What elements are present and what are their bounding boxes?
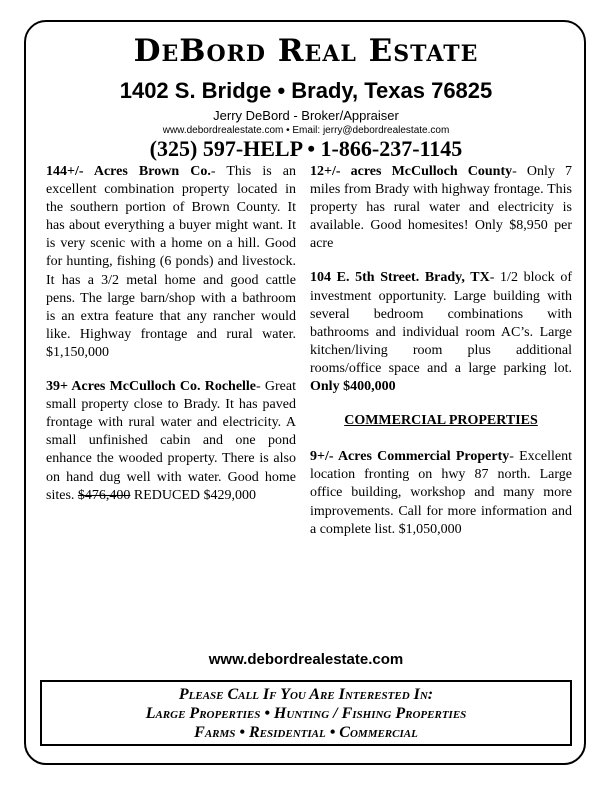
listing-heading: 144+/- Acres Brown Co. xyxy=(46,164,211,179)
listing-body: - 1/2 block of investment opportunity. Large building with several bedroom combinations with bathrooms and individual room AC’s. Large kitchen/living room plus additional rooms/office space and a large parking lot. xyxy=(310,270,572,376)
listing-5th-street xyxy=(310,269,572,396)
listing-heading: 9+/- Acres Commercial Property xyxy=(310,449,510,465)
office-address: 1402 S. Bridge • Brady, Texas 76825 xyxy=(119,78,493,103)
listing-brown-county xyxy=(46,163,296,362)
company-name: DeBord Real Estate xyxy=(133,33,479,69)
interest-line-properties: Large Properties • Hunting / Fishing Properties xyxy=(145,705,467,722)
broker-name: Jerry DeBord - Broker/Appraiser xyxy=(213,108,399,123)
listing-body: - Great small property close to Brady. It has paved frontage with rural water and electricity. A small unfinished cabin and one pond enhance the wooded property. There is also on hand dug well with water. Good home sites. xyxy=(46,379,296,503)
listing-heading: 39+ Acres McCulloch Co. Rochelle xyxy=(46,379,257,395)
old-price: $476,400 xyxy=(77,487,131,503)
phone-numbers: (325) 597-HELP • 1-866-237-1145 xyxy=(149,136,463,161)
interest-box xyxy=(40,680,572,746)
listing-mcculloch-12-acres xyxy=(310,163,572,253)
interest-heading: Please Call If You Are Interested In: xyxy=(178,686,434,703)
listing-body: - This is an excellent combination property located in the southern portion of Brown County. It has about everything a buyer might want. It is very scenic with a home on a hill. Good for hunting, fishing (6 ponds) and livestock. It has a 3/2 metal home and good cattle pens. The large barn/shop with a bathroom is an extra feature that any rancher would like. Highway frontage and rural water. $1,150,000 xyxy=(46,164,296,360)
reduced-price: REDUCED $429,000 xyxy=(130,487,257,503)
listing-rochelle xyxy=(46,378,296,505)
listing-body: - Excellent location fronting on hwy 87 north. Large office building, workshop and many more improvements. Call for more information and a complete list. $1,050,000 xyxy=(310,449,572,537)
listing-body: - Only 7 miles from Brady with highway frontage. This property has rural water and electricity is available. Good homesites! Only $8,950 per acre xyxy=(310,164,572,252)
website-link[interactable]: www.debordrealestate.com xyxy=(208,651,404,668)
right-column xyxy=(310,163,572,555)
listing-price: Only $400,000 xyxy=(310,379,396,395)
interest-line-types: Farms • Residential • Commercial xyxy=(194,724,418,741)
listing-heading: 12+/- acres McCulloch County xyxy=(310,164,513,179)
left-column xyxy=(46,163,296,521)
listing-heading: 104 E. 5th Street. Brady, TX xyxy=(310,270,490,286)
commercial-section-title: COMMERCIAL PROPERTIES xyxy=(344,413,538,429)
listing-commercial xyxy=(310,448,572,538)
web-email-line: www.debordrealestate.com • Email: jerry@debordrealestate.com xyxy=(162,125,450,136)
